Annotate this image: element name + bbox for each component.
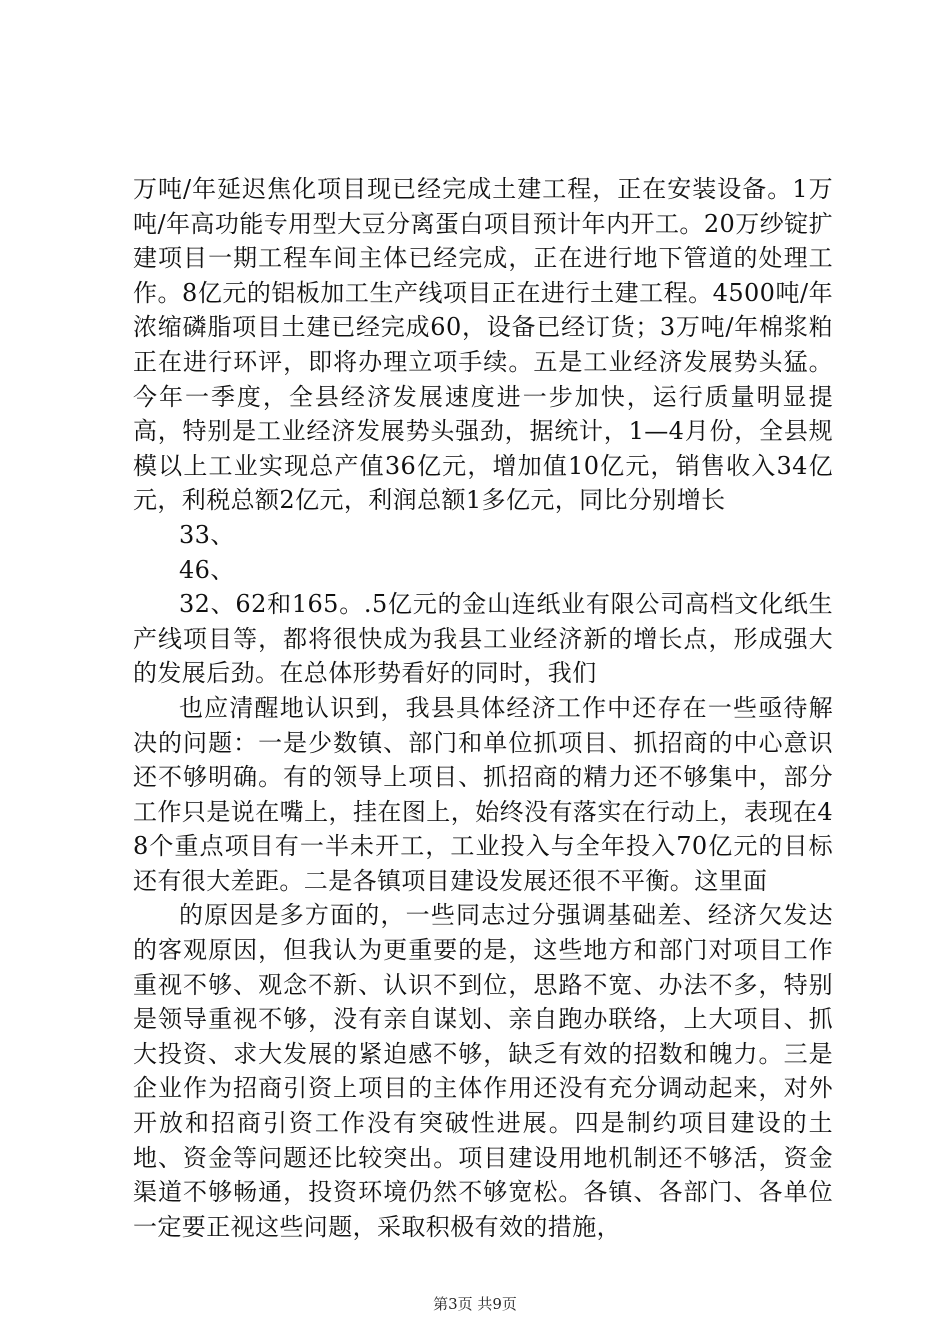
paragraph-6: 的原因是多方面的，一些同志过分强调基础差、经济欠发达的客观原因，但我认为更重要的是，这些地方和部门对项目工作重视不够、观念不新、认识不到位，思路不宽、办法不多，特别是领导重视不够，没有亲自谋划、亲自跑办联络，上大项目、抓大投资、求大发展的紧迫感不够，缺乏有效的招数和魄力。三是企业作为招商引资上项目的主体作用还没有充分调动起来，对外开放和招商引资工作没有突破性进展。四是制约项目建设的土地、资金等问题还比较突出。项目建设用地机制还不够活，资金渠道不够畅通，投资环境仍然不够宽松。各镇、各部门、各单位一定要正视这些问题，采取积极有效的措施， bbox=[133, 901, 833, 1241]
paragraph-1: 万吨/年延迟焦化项目现已经完成土建工程，正在安装设备。1万吨/年高功能专用型大豆分离蛋白项目预计年内开工。20万纱锭扩建项目一期工程车间主体已经完成，正在进行地下管道的处理工作。8亿元的铝板加工生产线项目正在进行土建工程。4500吨/年浓缩磷脂项目土建已经完成60，设备已经订货；3万吨/年棉浆粕正在进行环评，即将办理立项手续。五是工业经济发展势头猛。今年一季度，全县经济发展速度进一步加快，运行质量明显提高，特别是工业经济发展势头强劲，据统计，1—4月份，全县规模以上工业实现总产值36亿元，增加值10亿元，销售收入34亿元，利税总额2亿元，利润总额1多亿元，同比分别增长 bbox=[133, 175, 833, 515]
paragraph-3: 46、 bbox=[179, 555, 235, 584]
document-body bbox=[133, 172, 833, 1244]
paragraph-2: 33、 bbox=[179, 520, 235, 549]
paragraph-5: 也应清醒地认识到，我县具体经济工作中还存在一些亟待解决的问题：一是少数镇、部门和单位抓项目、抓招商的中心意识还不够明确。有的领导上项目、抓招商的精力还不够集中，部分工作只是说在嘴上，挂在图上，始终没有落实在行动上，表现在48个重点项目有一半未开工，工业投入与全年投入70亿元的目标还有很大差距。二是各镇项目建设发展还很不平衡。这里面 bbox=[133, 693, 833, 895]
page-number-footer: 第3页 共9页 bbox=[433, 1295, 517, 1313]
paragraph-4: 32、62和165。.5亿元的金山连纸业有限公司高档文化纸生产线项目等，都将很快成为我县工业经济新的增长点，形成强大的发展后劲。在总体形势看好的同时，我们 bbox=[133, 590, 833, 688]
